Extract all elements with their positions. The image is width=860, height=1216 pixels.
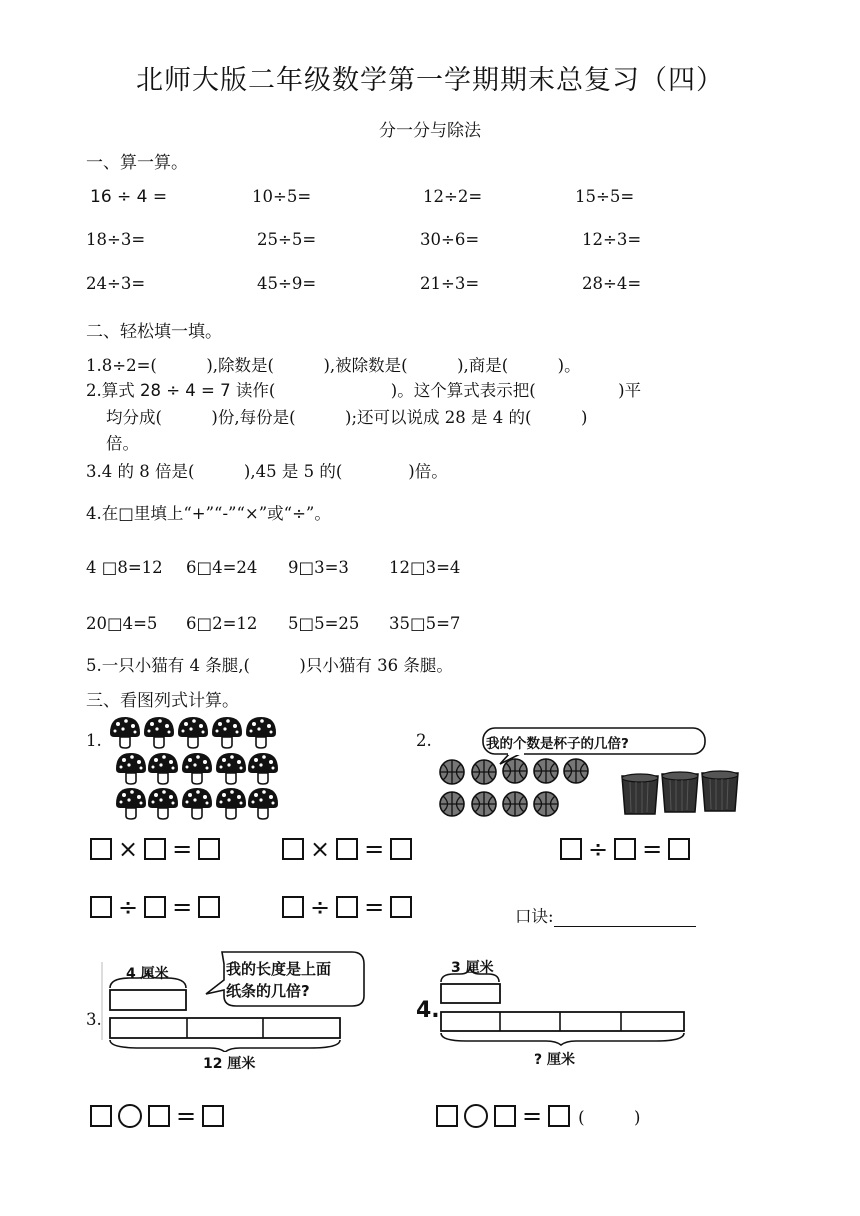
equals-sign: =	[364, 893, 385, 921]
p3-top-length: 4 厘米	[126, 966, 169, 982]
basketball-icon	[472, 760, 496, 784]
p4-strip-diagram	[436, 944, 688, 1048]
question-2-line1	[86, 377, 641, 401]
problem-2-label: 2.	[416, 731, 432, 750]
answer-box[interactable]	[90, 896, 112, 918]
mushroom-icon	[216, 788, 246, 819]
basketball-icon	[440, 792, 464, 816]
equation-divide-1	[90, 893, 220, 921]
question-1: 1.8÷2=( ),除数是( ),被除数是( ),商是( )。	[86, 356, 581, 375]
answer-box[interactable]	[198, 896, 220, 918]
mushroom-icon	[116, 753, 146, 784]
q2-equation: 28 ÷ 4 = 7	[140, 381, 231, 400]
fill-item: 12□3=4	[389, 558, 461, 577]
divide-sign: ÷	[118, 893, 139, 921]
calc-item: 45÷9=	[257, 274, 317, 293]
mushroom-icon	[110, 717, 140, 748]
calc-item: 18÷3=	[86, 230, 146, 249]
answer-box[interactable]	[198, 838, 220, 860]
fill-item: 20□4=5	[86, 614, 158, 633]
mushroom-grid	[108, 713, 283, 821]
calc-item: 12÷3=	[582, 230, 642, 249]
answer-box[interactable]	[390, 838, 412, 860]
basketball-icon	[440, 760, 464, 784]
answer-box[interactable]	[144, 838, 166, 860]
question-5: 5.一只小猫有 4 条腿,( )只小猫有 36 条腿。	[86, 656, 453, 675]
cup-icon	[662, 772, 698, 812]
mushroom-icon	[246, 717, 276, 748]
q2-prefix: 2.算式	[86, 381, 135, 400]
answer-box[interactable]	[560, 838, 582, 860]
calc-item: 25÷5=	[257, 230, 317, 249]
section2-heading: 二、轻松填一填。	[86, 322, 222, 342]
operator-circle[interactable]	[118, 1104, 142, 1128]
fill-item: 5□5=25	[288, 614, 360, 633]
basketball-icon	[534, 792, 558, 816]
page-subtitle: 分一分与除法	[379, 121, 481, 141]
answer-box[interactable]	[336, 838, 358, 860]
divide-sign: ÷	[588, 835, 609, 863]
speech-bubble-text: 我的个数是杯子的几倍?	[486, 736, 629, 752]
operator-circle[interactable]	[464, 1104, 488, 1128]
page-title: 北师大版二年级数学第一学期期末总复习（四）	[136, 65, 724, 96]
short-strip	[441, 984, 500, 1003]
basketball-icon	[503, 792, 527, 816]
answer-box[interactable]	[90, 838, 112, 860]
problem-4-label: 4.	[416, 998, 440, 1023]
basketball-icon	[564, 759, 588, 783]
answer-box[interactable]	[494, 1105, 516, 1127]
question-3: 3.4 的 8 倍是( ),45 是 5 的( )倍。	[86, 462, 448, 481]
calc-item: 24÷3=	[86, 274, 146, 293]
answer-box[interactable]	[614, 838, 636, 860]
basketball-icon	[472, 792, 496, 816]
mushroom-icon	[248, 788, 278, 819]
answer-box[interactable]	[144, 896, 166, 918]
equals-sign: =	[642, 835, 663, 863]
answer-box[interactable]	[90, 1105, 112, 1127]
mushroom-icon	[116, 788, 146, 819]
mushroom-icon	[248, 753, 278, 784]
answer-box[interactable]	[548, 1105, 570, 1127]
basketballs-and-cups	[436, 756, 756, 822]
question-2-line3: 倍。	[106, 434, 139, 453]
calc-item: 30÷6=	[420, 230, 480, 249]
p3-bubble-line1: 我的长度是上面	[226, 960, 332, 978]
long-strip	[441, 1012, 684, 1031]
times-sign: ×	[310, 835, 331, 863]
answer-box[interactable]	[436, 1105, 458, 1127]
short-strip	[110, 990, 186, 1010]
calc-item: 15÷5=	[575, 187, 635, 206]
basketball-icon	[534, 759, 558, 783]
fill-item: 6□2=12	[186, 614, 258, 633]
calc-item: 28÷4=	[582, 274, 642, 293]
equals-sign: =	[522, 1102, 543, 1130]
long-strip	[110, 1018, 340, 1038]
equals-sign: =	[364, 835, 385, 863]
answer-box[interactable]	[668, 838, 690, 860]
calc-item: 12÷2=	[423, 187, 483, 206]
mushroom-icon	[148, 753, 178, 784]
koujue-field	[515, 903, 696, 927]
answer-box[interactable]	[202, 1105, 224, 1127]
koujue-label: 口诀:	[515, 907, 554, 926]
answer-box[interactable]	[282, 838, 304, 860]
question-2-line2: 均分成( )份,每份是( );还可以说成 28 是 4 的( )	[106, 408, 588, 427]
koujue-blank[interactable]	[554, 908, 696, 927]
mushroom-icon	[148, 788, 178, 819]
equation-multiply-1	[90, 835, 220, 863]
problem-1-label: 1.	[86, 731, 102, 750]
equation-divide-2	[282, 893, 412, 921]
equation-multiply-2	[282, 835, 412, 863]
mushroom-icon	[216, 753, 246, 784]
fill-item: 35□5=7	[389, 614, 461, 633]
calc-item: 10÷5=	[252, 187, 312, 206]
cup-icon	[702, 771, 738, 811]
mushroom-icon	[182, 788, 212, 819]
equals-sign: =	[172, 893, 193, 921]
p4-bottom-length: ? 厘米	[534, 1052, 575, 1068]
answer-box[interactable]	[148, 1105, 170, 1127]
calc-item: 21÷3=	[420, 274, 480, 293]
calc-item: 16 ÷ 4 =	[90, 187, 168, 207]
fill-item: 9□3=3	[288, 558, 349, 577]
mushroom-icon	[182, 753, 212, 784]
p4-top-length: 3 厘米	[451, 960, 494, 976]
q2-rest: 读作( )。这个算式表示把( )平	[235, 381, 642, 400]
basketball-icon	[503, 759, 527, 783]
section3-heading: 三、看图列式计算。	[86, 691, 239, 711]
equals-sign: =	[176, 1102, 197, 1130]
equation-p3	[90, 1104, 224, 1128]
mushroom-icon	[178, 717, 208, 748]
answer-box[interactable]	[390, 896, 412, 918]
answer-box[interactable]	[336, 896, 358, 918]
answer-box[interactable]	[282, 896, 304, 918]
unit-paren[interactable]: ( )	[578, 1108, 641, 1127]
p3-bubble-line2: 纸条的几倍?	[226, 982, 310, 1000]
fill-item: 6□4=24	[186, 558, 258, 577]
divide-sign: ÷	[310, 893, 331, 921]
mushroom-icon	[144, 717, 174, 748]
fill-item: 4 □8=12	[86, 558, 163, 577]
equation-p4	[436, 1104, 640, 1128]
times-sign: ×	[118, 835, 139, 863]
question-4: 4.在□里填上“+”“-”“×”或“÷”。	[86, 504, 331, 523]
problem-3-label: 3.	[86, 1010, 102, 1029]
cup-icon	[622, 774, 658, 814]
equals-sign: =	[172, 835, 193, 863]
mushroom-icon	[212, 717, 242, 748]
p3-bottom-length: 12 厘米	[203, 1056, 256, 1072]
equation-divide-p2	[560, 835, 690, 863]
section1-heading: 一、算一算。	[86, 153, 188, 173]
